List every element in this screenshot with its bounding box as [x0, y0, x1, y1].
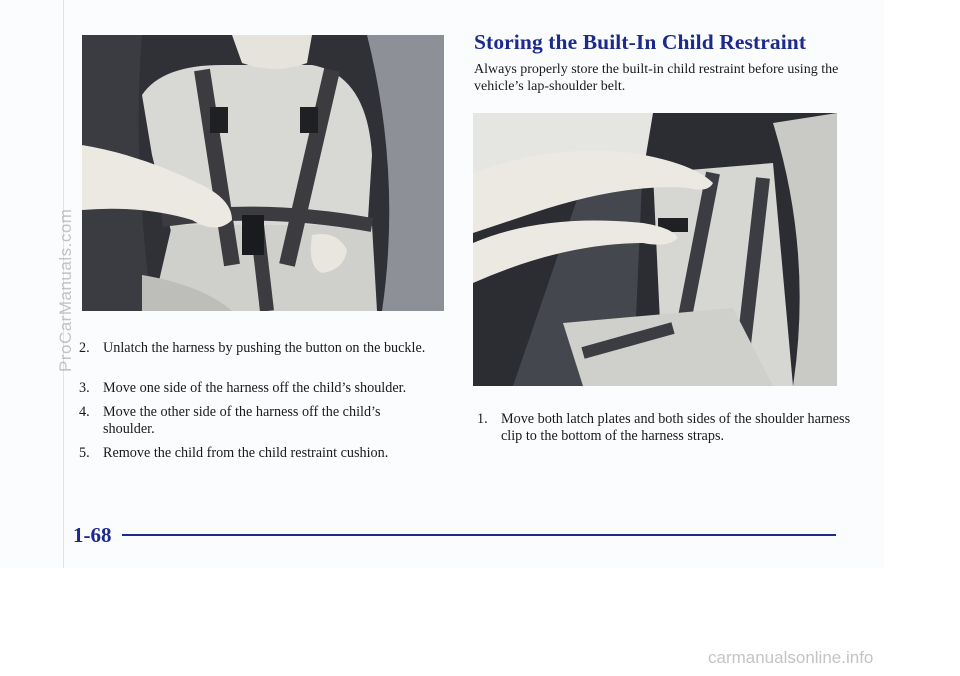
step-text: Move both latch plates and both sides of the shoulder harness clip to the bottom of the harness straps.: [501, 411, 851, 444]
step-text: Remove the child from the child restraint cushion.: [103, 445, 389, 461]
step-number: 2.: [79, 340, 90, 356]
list-item: [79, 404, 423, 437]
footer-rule: [122, 534, 836, 536]
step-text: Unlatch the harness by pushing the button on the buckle.: [103, 340, 426, 356]
step-text: Move one side of the harness off the child’s shoulder.: [103, 380, 407, 396]
side-watermark: ProCarManuals.com: [56, 208, 75, 372]
list-item: [477, 411, 871, 444]
list-item: [79, 340, 443, 357]
illustration-unlatch-harness: [82, 35, 444, 311]
page-number: 1-68: [73, 523, 112, 547]
list-item: [79, 380, 483, 397]
section-heading: Storing the Built-In Child Restraint: [474, 30, 807, 54]
step-number: 5.: [79, 445, 90, 461]
bottom-watermark: carmanualsonline.info: [708, 648, 874, 667]
step-number: 3.: [79, 380, 90, 396]
restraint-storage-drawing: [473, 113, 837, 386]
section-intro: Always properly store the built-in child restraint before using the vehicle’s lap-shoulder belt.: [474, 62, 839, 94]
illustration-store-restraint: [473, 113, 837, 386]
step-text: Move the other side of the harness off the child’s shoulder.: [103, 404, 381, 437]
harness-unlatch-drawing: [82, 35, 444, 311]
list-item: [79, 445, 483, 462]
step-number: 1.: [477, 411, 488, 427]
step-number: 4.: [79, 404, 90, 420]
